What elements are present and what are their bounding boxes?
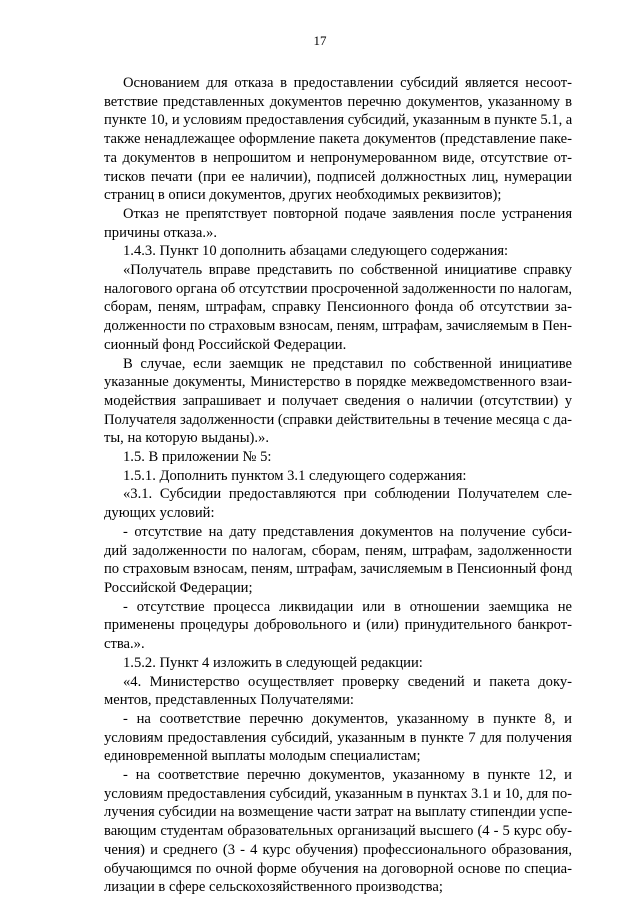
paragraph (104, 673, 572, 710)
paragraph (104, 74, 572, 205)
text-line: ментов, представленных Получателями: (104, 692, 354, 709)
document-body (104, 74, 572, 897)
paragraph (104, 654, 572, 673)
text-line: ветствие представленных документов перечню документов, указанному в (104, 93, 572, 110)
text-line: дий задолженности по налогам, сборам, пеням, штрафам, задолженности (104, 542, 572, 559)
paragraph (104, 467, 572, 486)
text-line: та документов в непрошитом и непронумерованном виде, отсутствие от- (104, 149, 572, 166)
paragraph (104, 448, 572, 467)
text-line: вающим студентам образовательных организаций высшего (4 - 5 курс обу- (104, 823, 572, 840)
text-line: единовременной выплаты молодым специалистам; (104, 748, 421, 765)
paragraph (104, 598, 572, 654)
text-line: условиям предоставления субсидий, указанным в пунктах 3.1 и 10, для по- (104, 785, 572, 802)
text-line: - на соответствие перечню документов, указанному в пункте 12, и (123, 767, 572, 784)
text-line: «Получатель вправе представить по собственной инициативе справку (123, 262, 572, 279)
text-line: Отказ не препятствует повторной подаче заявления после устранения (123, 205, 572, 222)
text-line: пункте 10, и условиям предоставления субсидий, указанным в пункте 5.1, а (104, 112, 573, 129)
text-line: «4. Министерство осуществляет проверку сведений и пакета доку- (123, 673, 572, 690)
text-line: Основанием для отказа в предоставлении субсидий является несоот- (123, 75, 572, 91)
text-line: долженности по страховым взносам, пеням, штрафам, зачисляемым в Пен- (104, 318, 573, 335)
paragraph (104, 205, 572, 242)
text-line: также ненадлежащее оформление пакета документов (представление паке- (104, 131, 572, 148)
text-line: лучения субсидии на возмещение части затрат на выплату стипендии успе- (104, 804, 573, 821)
text-line: сионный фонд Российской Федерации. (104, 336, 347, 353)
text-line: налогового органа об отсутствии просроченной задолженности по налогам, (104, 280, 572, 297)
paragraph (104, 261, 572, 355)
text-line: 1.5. В приложении № 5: (123, 449, 272, 466)
text-line: ства.». (104, 636, 145, 653)
paragraph (104, 242, 572, 261)
text-line: - отсутствие процесса ликвидации или в отношении заемщика не (123, 598, 572, 615)
text-line: тисков печати (при ее наличии), подписей должностных лиц, нумерации (104, 168, 572, 185)
text-line: условиям предоставления субсидий, указанным в пункте 7 для получения (104, 729, 572, 746)
text-line: В случае, если заемщик не представил по собственной инициативе (123, 355, 572, 372)
text-line: Российской Федерации; (104, 579, 253, 596)
paragraph (104, 710, 572, 766)
text-line: 1.5.1. Дополнить пунктом 3.1 следующего содержания: (123, 467, 467, 484)
text-line: по страховым взносам, пеням, штрафам, зачисляемым в Пенсионный фонд (104, 561, 572, 578)
text-line: Получателя задолженности (справки действительны в течение месяца с да- (104, 411, 572, 428)
text-line: указанные документы, Министерство в порядке межведомственного взаи- (104, 374, 572, 391)
text-line: «3.1. Субсидии предоставляются при соблюдении Получателем сле- (123, 486, 572, 503)
paragraph (104, 485, 572, 522)
paragraph (104, 766, 572, 897)
text-line: чения) и среднего (3 - 4 курс обучения) профессионального образования, (104, 841, 572, 858)
text-line: страниц в описи документов, других необходимых реквизитов); (104, 187, 502, 204)
text-line: ты, на которую выданы).». (104, 430, 269, 447)
paragraph (104, 523, 572, 598)
text-line: причины отказа.». (104, 224, 217, 241)
text-line: сборам, пеням, штрафам, справку Пенсионного фонда об отсутствии за- (104, 299, 572, 316)
text-line: 1.4.3. Пункт 10 дополнить абзацами следующего содержания: (123, 243, 509, 260)
text-line: - на соответствие перечню документов, указанному в пункте 8, и (123, 710, 572, 727)
text-line: - отсутствие на дату представления документов на получение субси- (123, 523, 572, 540)
text-line: обучающимся по очной форме обучения на договорной основе по специа- (104, 860, 572, 877)
text-line: модействия запрашивает и получает сведения о наличии (отсутствии) у (104, 392, 572, 409)
page-number: 17 (313, 33, 327, 48)
text-line: дующих условий: (104, 505, 215, 522)
text-line: применены процедуры добровольного и (или) принудительного банкрот- (104, 617, 572, 634)
paragraph (104, 355, 572, 449)
text-line: лизации в сфере сельскохозяйственного производства; (104, 879, 443, 896)
text-line: 1.5.2. Пункт 4 изложить в следующей редакции: (123, 654, 423, 671)
